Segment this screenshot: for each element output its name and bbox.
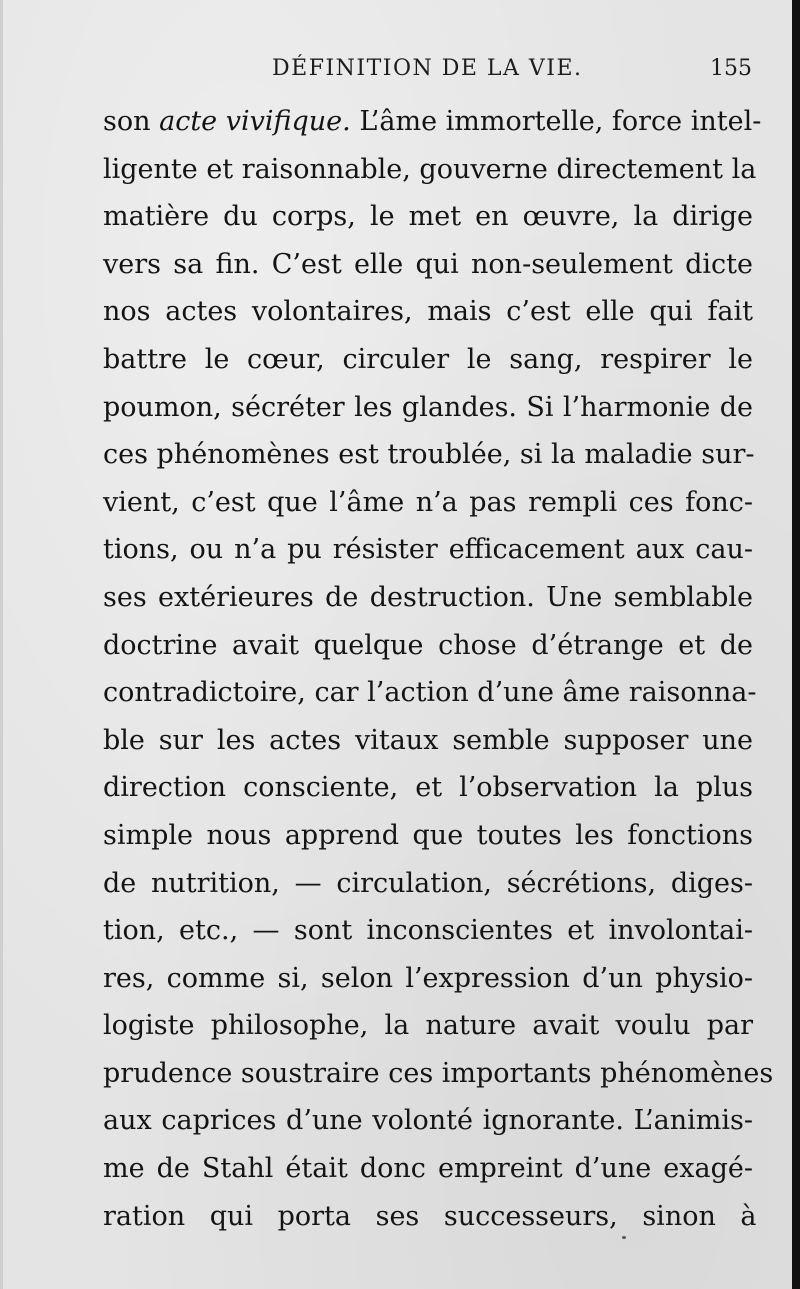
text-line: nos actes volontaires, mais c’est elle qui fait: [103, 296, 753, 328]
text-line: prudence soustraire ces importants phénomènes: [103, 1057, 774, 1089]
text-line: ble sur les actes vitaux semble supposer une: [103, 724, 753, 756]
text-line-rest: L’âme immortelle, force intel-: [350, 106, 762, 137]
text-line: aux caprices d’une volonté ignorante. L’animis-: [103, 1105, 753, 1137]
text-line: me de Stahl était donc empreint d’une exagé-: [103, 1153, 753, 1185]
text-line: de nutrition, — circulation, sécrétions, diges-: [103, 867, 753, 899]
text-line: logiste philosophe, la nature avait voulu par: [103, 1010, 753, 1042]
text-line: ses extérieures de destruction. Une semblable: [103, 581, 753, 613]
text-line: simple nous apprend que toutes les fonctions: [103, 819, 753, 851]
text-line-last: ration qui porta ses successeurs, sinon à: [103, 1200, 757, 1232]
page-edge: [0, 0, 3, 1289]
text-line: doctrine avait quelque chose d’étrange et de: [103, 629, 753, 661]
text-line: vient, c’est que l’âme n’a pas rempli ces fonc-: [103, 486, 753, 518]
text-line: battre le cœur, circuler le sang, respirer le: [103, 343, 753, 375]
text-line: tion, etc., — sont inconscientes et involontai-: [103, 915, 753, 947]
page-number: 155: [710, 56, 752, 81]
text-line: contradictoire, car l’action d’une âme raisonna-: [103, 677, 757, 709]
running-head: [272, 56, 752, 90]
ink-speck: [622, 1236, 626, 1239]
text-line: vers sa fin. C’est elle qui non-seulement dicte: [103, 248, 753, 280]
text-line: matière du corps, le met en œuvre, la dirige: [103, 201, 753, 233]
text-line: res, comme si, selon l’expression d’un physio-: [103, 962, 753, 994]
text-line: tions, ou n’a pu résister efficacement aux cau-: [103, 534, 753, 566]
running-title: DÉFINITION DE LA VIE.: [272, 56, 583, 81]
text-line: ligente et raisonnable, gouverne directement la: [103, 153, 757, 185]
text-line: ces phénomènes est troublée, si la maladie sur-: [103, 439, 755, 471]
text-line: direction consciente, et l’observation la plus: [103, 772, 753, 804]
text-line: [103, 98, 762, 146]
italic-term: acte vivifique.: [159, 106, 351, 137]
text-line: poumon, sécréter les glandes. Si l’harmonie de: [103, 391, 753, 423]
body-text: [103, 98, 774, 1240]
text-line-start: son: [103, 106, 160, 137]
scan-shadow: [792, 0, 800, 1289]
